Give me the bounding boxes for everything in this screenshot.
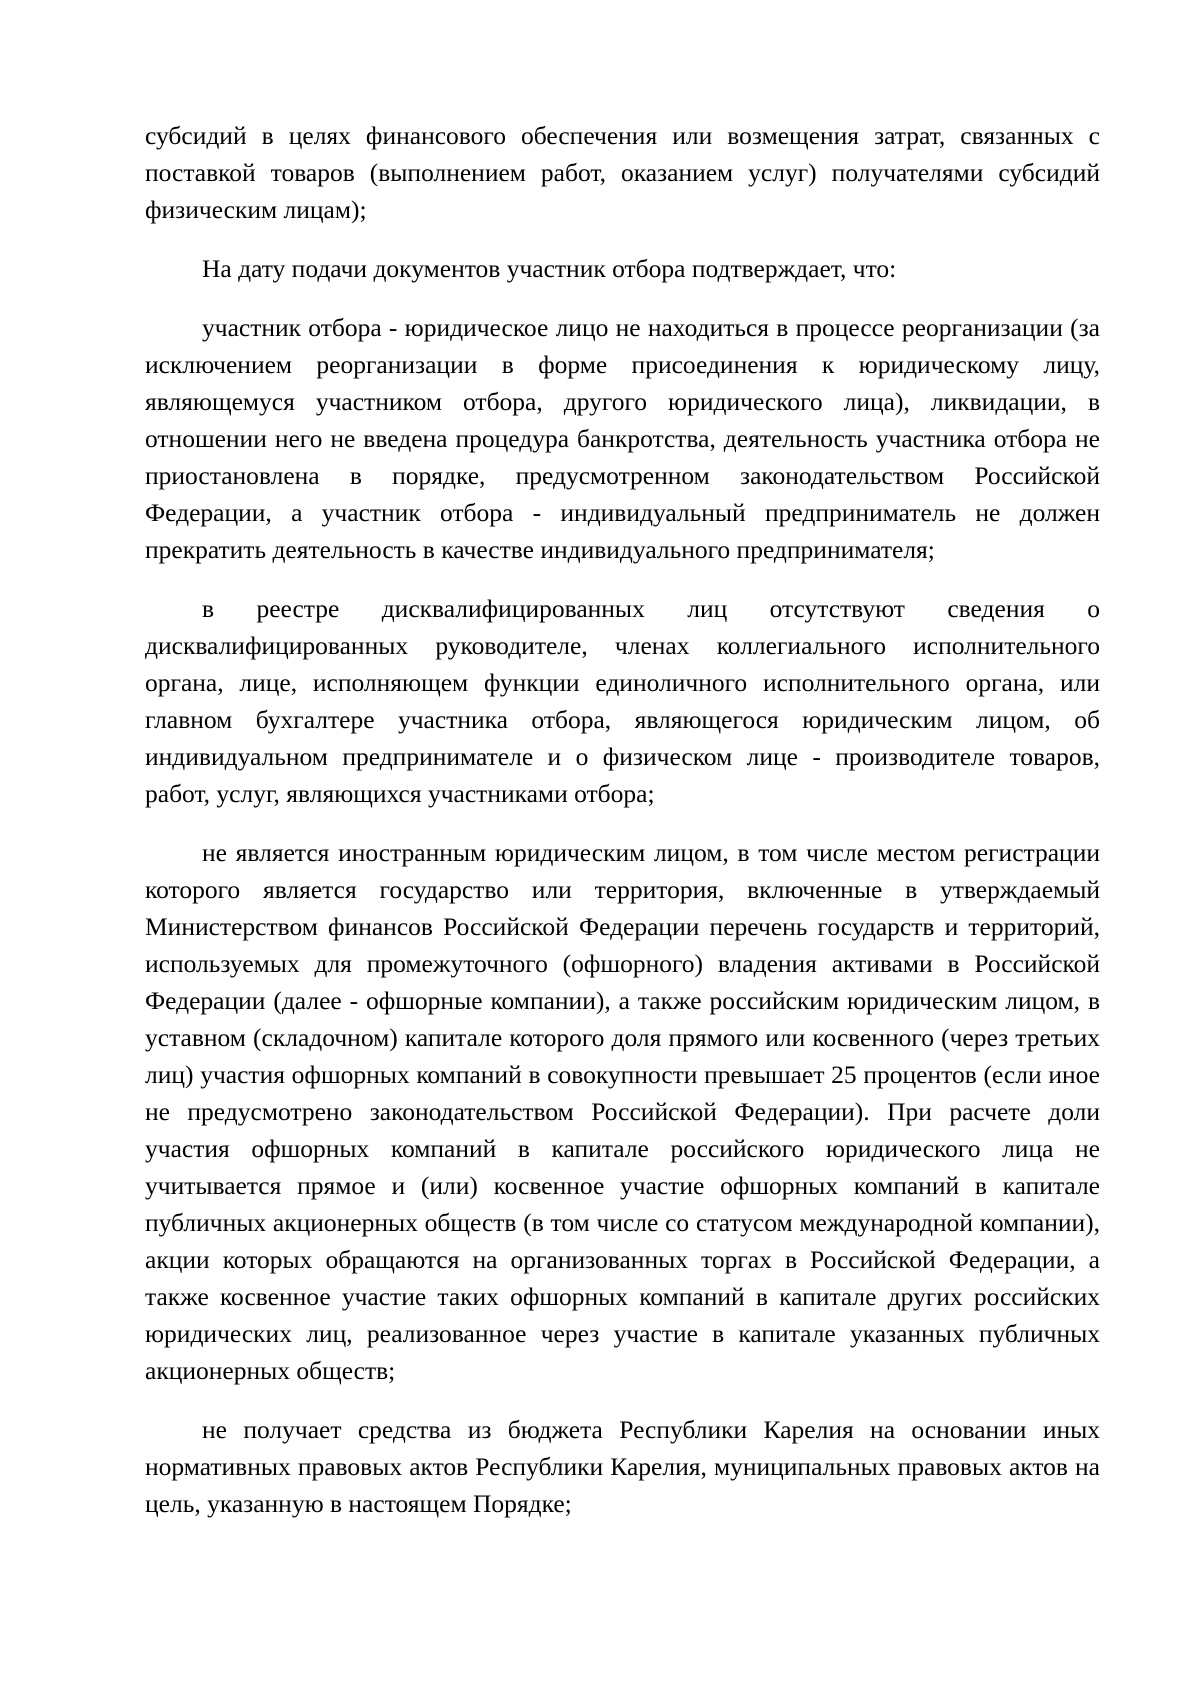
paragraph-confirmation-intro: На дату подачи документов участник отбора подтверждает, что:: [202, 254, 897, 283]
paragraph-no-other-budget-funds: не получает средства из бюджета Республики Карелия на основании иных нормативных правовых актов Республики Карелия, муниципальных правовых актов на цель, указанную в настоящем Порядке;: [145, 1415, 1100, 1518]
paragraph-subsidies-continuation: субсидий в целях финансового обеспечения или возмещения затрат, связанных с поставкой товаров (выполнением работ, оказанием услуг) получателями субсидий физическим лицам);: [145, 121, 1100, 224]
paragraph-not-foreign-entity: не является иностранным юридическим лицом, в том числе местом регистрации которого является государство или территория, включенные в утверждаемый Министерством финансов Российской Федерации перечень государств и территорий, используемых для промежуточного (офшорного) владения активами в Российской Федерации (далее - офшорные компании), а также российским юридическим лицом, в уставном (складочном) капитале которого доля прямого или косвенного (через третьих лиц) участия офшорных компаний в совокупности превышает 25 процентов (если иное не предусмотрено законодательством Российской Федерации). При расчете доли участия офшорных компаний в капитале российского юридического лица не учитывается прямое и (или) косвенное участие офшорных компаний в капитале публичных акционерных обществ (в том числе со статусом международной компании), акции которых обращаются на организованных торгах в Российской Федерации, а также косвенное участие таких офшорных компаний в капитале других российских юридических лиц, реализованное через участие в капитале указанных публичных акционерных обществ;: [145, 838, 1100, 1385]
document-body: [145, 117, 1100, 1522]
paragraph-disqualified-registry: в реестре дисквалифицированных лиц отсутствуют сведения о дисквалифицированных руководителе, членах коллегиального исполнительного органа, лице, исполняющем функции единоличного исполнительного органа, или главном бухгалтере участника отбора, являющегося юридическим лицом, об индивидуальном предпринимателе и о физическом лице - производителе товаров, работ, услуг, являющихся участниками отбора;: [145, 594, 1100, 808]
paragraph-no-reorganization: участник отбора - юридическое лицо не находиться в процессе реорганизации (за исключением реорганизации в форме присоединения к юридическому лицу, являющемуся участником отбора, другого юридического лица), ликвидации, в отношении него не введена процедура банкротства, деятельность участника отбора не приостановлена в порядке, предусмотренном законодательством Российской Федерации, а участник отбора - индивидуальный предприниматель не должен прекратить деятельность в качестве индивидуального предпринимателя;: [145, 313, 1100, 564]
